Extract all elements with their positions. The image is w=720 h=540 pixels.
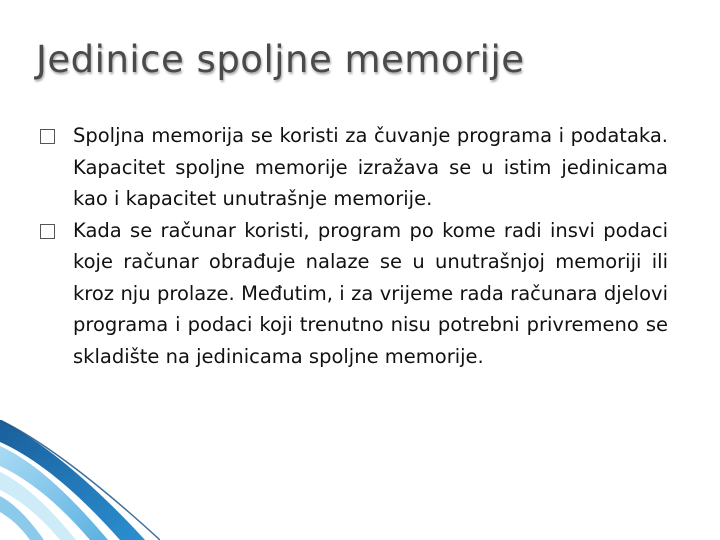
decorative-swoosh-graphic	[0, 420, 160, 540]
bullet-item-storage	[40, 120, 668, 215]
bullet-text: Spoljna memorija se koristi za čuvanje programa i podataka. Kapacitet spoljne memorije izražava se u istim jedinicama kao i kapacitet unutrašnje memorije.	[73, 124, 668, 210]
checkbox-bullet-icon	[40, 224, 55, 239]
slide-title: Jedinice spoljne memorije	[36, 38, 525, 81]
bullet-text: Kada se računar koristi, program po kome radi insvi podaci koje računar obrađuje nalaze se u unutrašnjoj memoriji ili kroz nju prolaze. Međutim, i za vrijeme rada računara djelovi programa i podaci koji trenutno nisu potrebni privremeno se skladište na jedinicama spoljne memorije.	[73, 218, 668, 368]
bullet-item-usage	[40, 215, 668, 373]
bullet-list	[40, 120, 668, 372]
checkbox-bullet-icon	[40, 129, 55, 144]
